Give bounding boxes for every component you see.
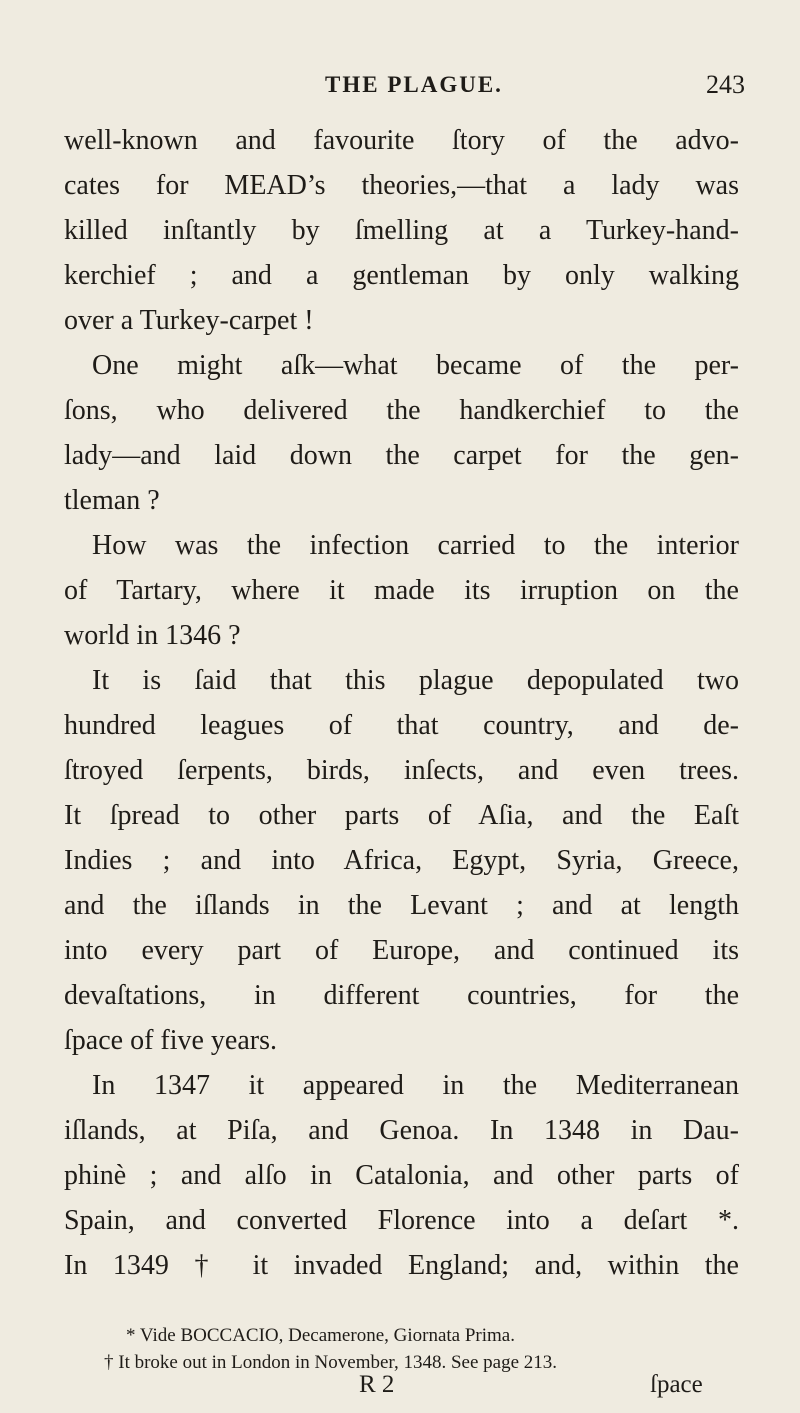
text-line: cates for MEAD’s theories,—that a lady was — [64, 170, 739, 201]
text-line: ſpace of five years. — [64, 1025, 277, 1056]
footnote: † It broke out in London in November, 1348. See page 213. — [104, 1352, 558, 1373]
text-line: In 1349 † it invaded England; and, within the — [64, 1250, 739, 1281]
body-text — [64, 118, 739, 1290]
catchword: ſpace — [650, 1371, 703, 1398]
text-line: killed inſtantly by ſmelling at a Turkey-hand- — [64, 215, 739, 246]
text-line: hundred leagues of that country, and de- — [64, 710, 739, 741]
text-line: tleman ? — [64, 485, 160, 516]
page-footer — [0, 1371, 800, 1405]
text-line: It ſpread to other parts of Aſia, and the Eaſt — [64, 800, 739, 831]
text-line: of Tartary, where it made its irruption on the — [64, 575, 739, 606]
text-line: and the iſlands in the Levant ; and at length — [64, 890, 739, 921]
page-header — [0, 72, 800, 112]
text-line: well-known and favourite ſtory of the advo- — [64, 125, 739, 156]
text-line: iſlands, at Piſa, and Genoa. In 1348 in Dau- — [64, 1115, 739, 1146]
text-line: world in 1346 ? — [64, 620, 241, 651]
text-line: ſons, who delivered the handkerchief to the — [64, 395, 739, 426]
text-line: lady—and laid down the carpet for the gen- — [64, 440, 739, 471]
page-number: 243 — [706, 70, 745, 99]
footnote: * Vide BOCCACIO, Decamerone, Giornata Prima. — [126, 1325, 515, 1346]
running-title: THE PLAGUE. — [325, 72, 503, 97]
text-line: How was the infection carried to the interior — [92, 530, 739, 561]
text-line: In 1347 it appeared in the Mediterranean — [92, 1070, 739, 1101]
text-line: ſtroyed ſerpents, birds, inſects, and even trees. — [64, 755, 739, 786]
text-line: devaſtations, in different countries, for the — [64, 980, 739, 1011]
signature-mark: R 2 — [359, 1371, 395, 1398]
text-line: phinè ; and alſo in Catalonia, and other parts of — [64, 1160, 739, 1191]
text-line: Indies ; and into Africa, Egypt, Syria, Greece, — [64, 845, 739, 876]
text-line: kerchief ; and a gentleman by only walking — [64, 260, 739, 291]
text-line: It is ſaid that this plague depopulated two — [92, 665, 739, 696]
text-line: Spain, and converted Florence into a deſart *. — [64, 1205, 739, 1236]
text-line: over a Turkey-carpet ! — [64, 305, 314, 336]
text-line: into every part of Europe, and continued its — [64, 935, 739, 966]
footnotes — [104, 1322, 744, 1376]
text-line: One might aſk—what became of the per- — [92, 350, 739, 381]
